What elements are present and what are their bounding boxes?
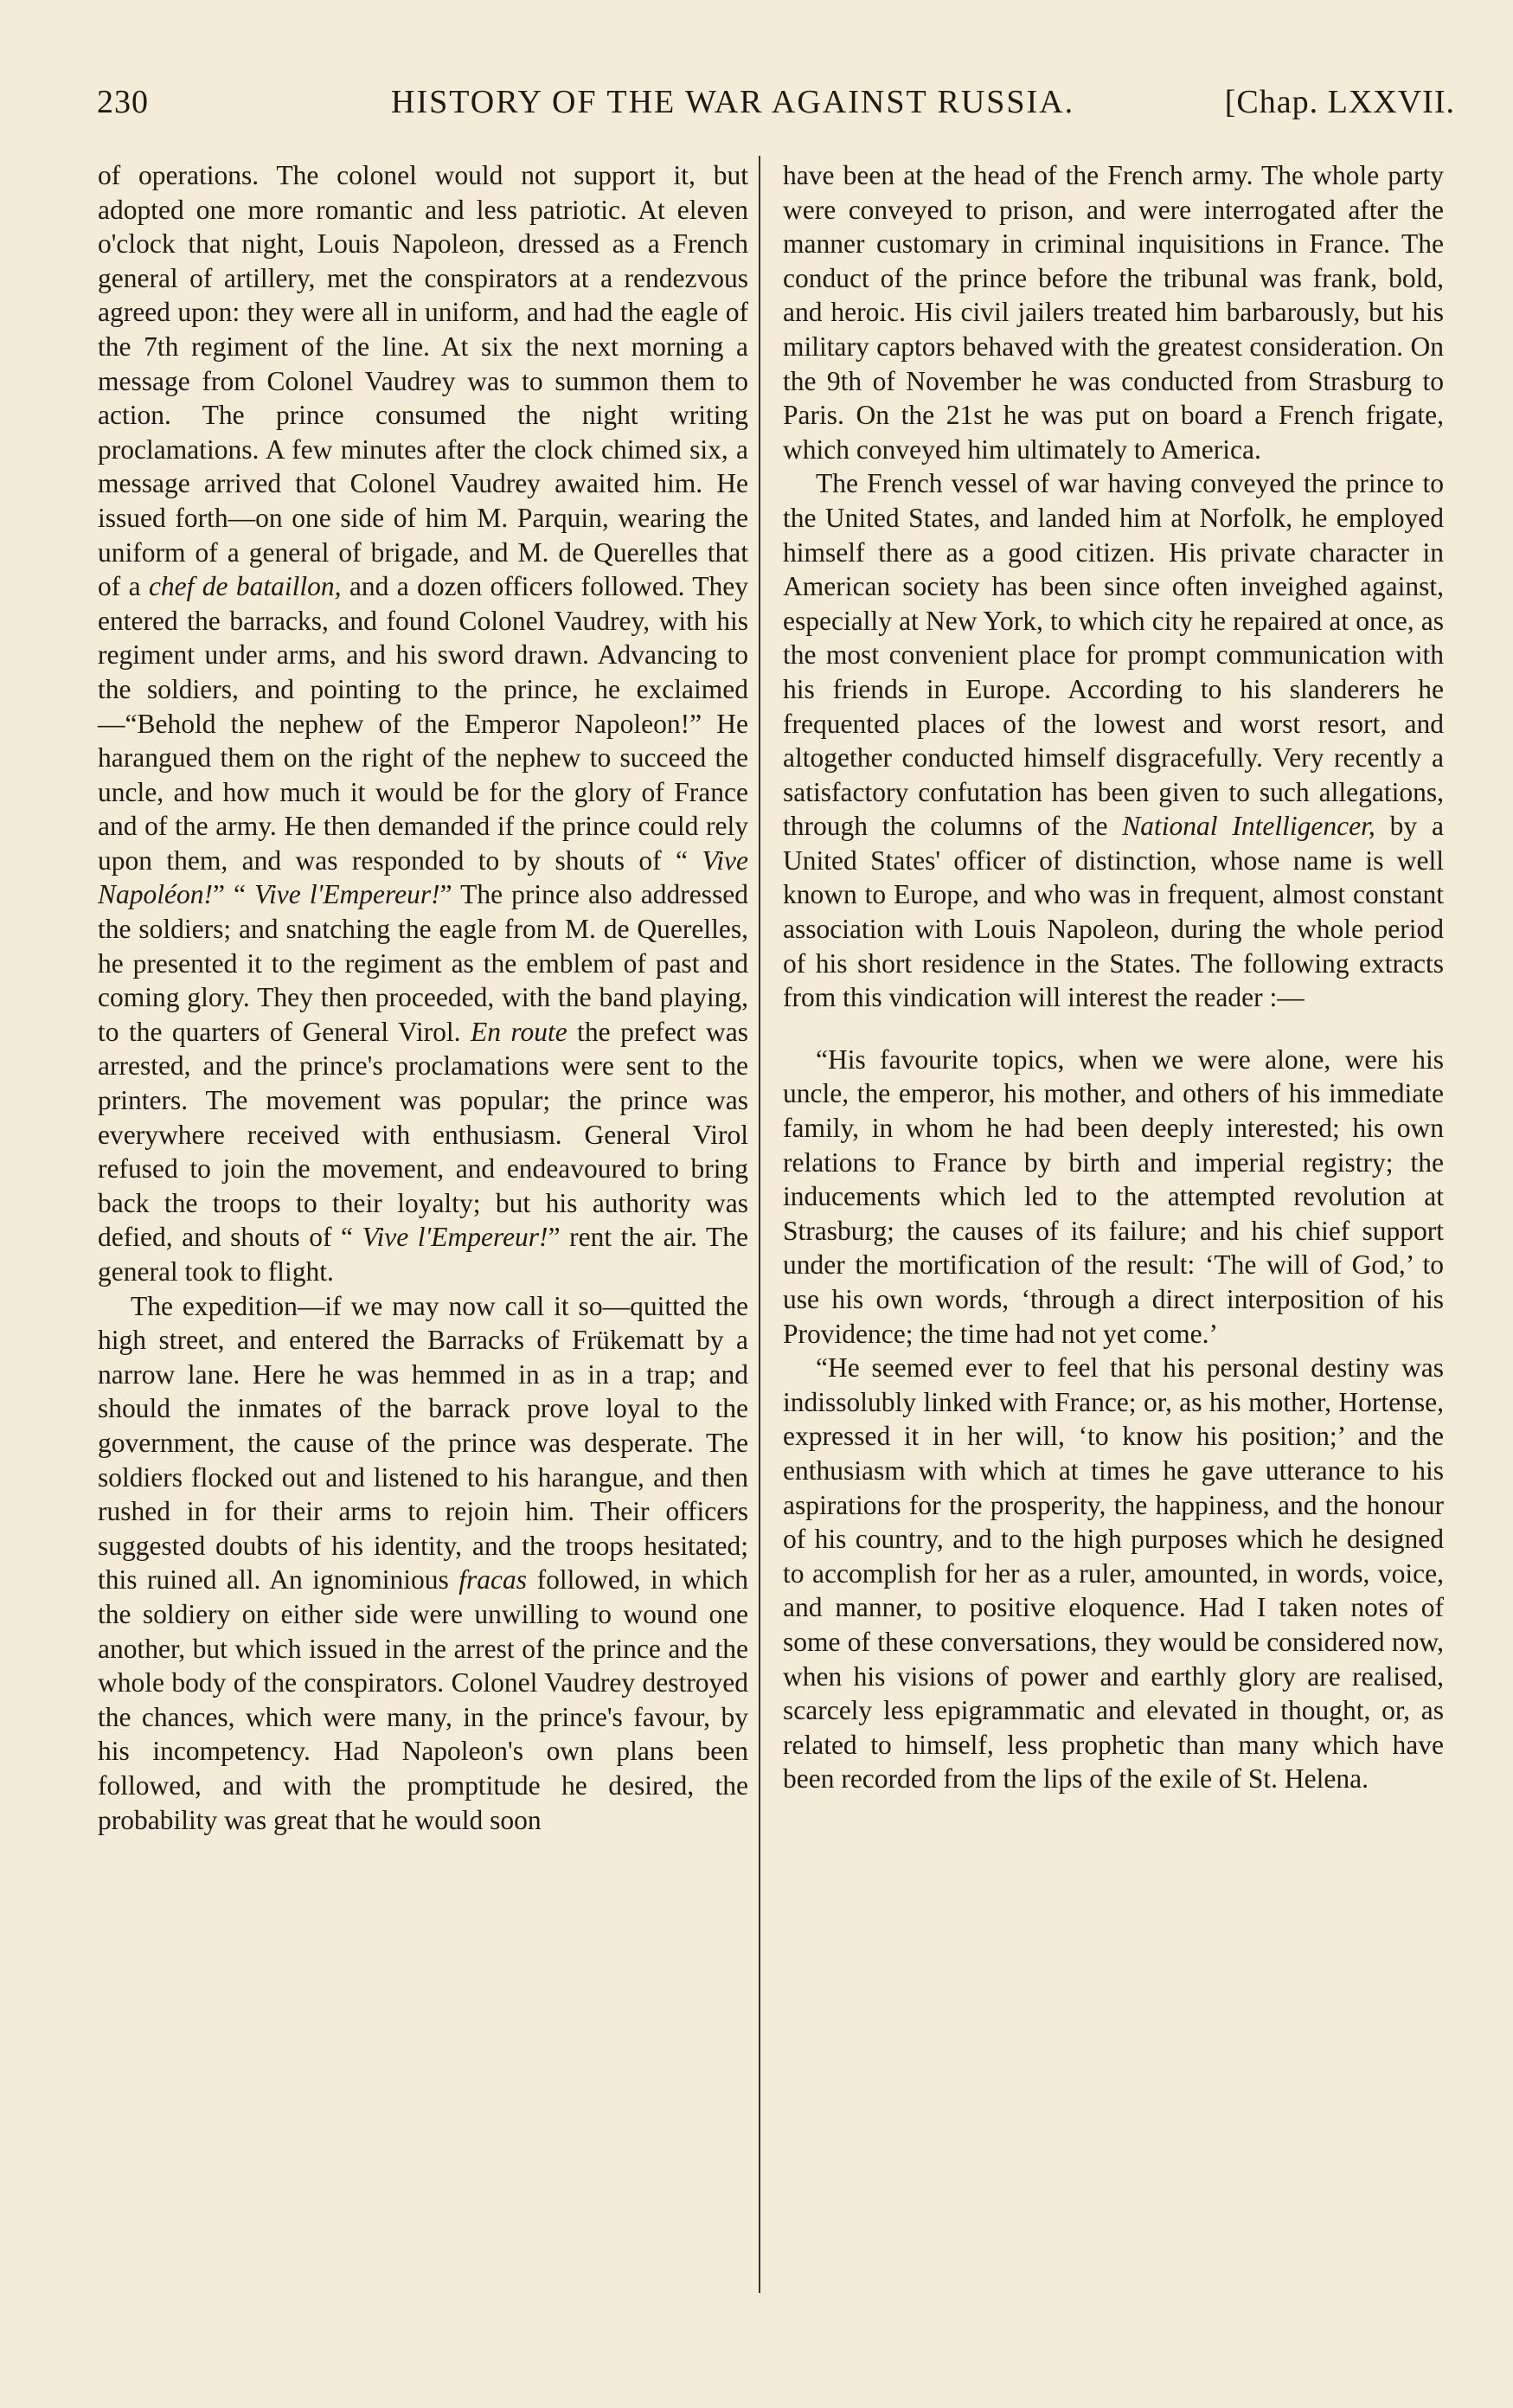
paragraph: have been at the head of the French army. The whole party were conveyed to prison, and were interrogated after the manner customary in criminal inquisitions in France. The conduct of the prince before the tribunal was frank, bold, and heroic. His civil jailers treated him barbarously, but his military captors behaved with the greatest consideration. On the 9th of November he was conducted from Strasburg to Paris. On the 21st he was put on board a French frigate, which conveyed him ultimately to America.	[783, 160, 1444, 465]
column-divider	[759, 156, 760, 2293]
right-column	[783, 158, 1444, 1796]
quoted-paragraph: “He seemed ever to feel that his personal destiny was indissolubly linked with France; or, as his mother, Hortense, expressed it in her will, ‘to know his position;’ and the enthusiasm with which at times he gave utterance to his aspirations for the prosperity, the happiness, and the honour of his country, and to the high purposes which he designed to accomplish for her as a ruler, amounted, in words, voice, and manner, to positive eloquence. Had I taken notes of some of these conversations, they would be considered now, when his visions of power and earthly glory are realised, scarcely less epigrammatic and elevated in thought, or, as related to himself, less prophetic than many which have been recorded from the lips of the exile of St. Helena.	[783, 1352, 1444, 1795]
paragraph: of operations. The colonel would not support it, but adopted one more romantic and less patriotic. At eleven o'clock that night, Louis Napoleon, dressed as a French general of artillery, met the conspirators at a rendezvous agreed upon: they were all in uniform, and had the eagle of the 7th regiment of the line. At six the next morning a message from Colonel Vaudrey was to summon them to action. The prince consumed the night writing proclamations. A few minutes after the clock chimed six, a message arrived that Colonel Vaudrey awaited him. He issued forth—on one side of him M. Parquin, wearing the uniform of a general of brigade, and M. de Querelles that of a chef de bataillon, and a dozen officers followed. They entered the barracks, and found Colonel Vaudrey, with his regiment under arms, and his sword drawn. Advancing to the soldiers, and pointing to the prince, he exclaimed—“Behold the nephew of the Emperor Napoleon!” He harangued them on the right of the nephew to succeed the uncle, and how much it would be for the glory of France and of the army. He then demanded if the prince could rely upon them, and was responded to by shouts of “ Vive Napoléon!” “ Vive l'Empereur!” The prince also addressed the soldiers; and snatching the eagle from M. de Querelles, he presented it to the regiment as the emblem of past and coming glory. They then proceeded, with the band playing, to the quarters of General Virol. En route the prefect was arrested, and the prince's proclamations were sent to the printers. The movement was popular; the prince was everywhere received with enthusiasm. General Virol refused to join the movement, and endeavoured to bring back the troops to their loyalty; but his authority was defied, and shouts of “ Vive l'Empereur!” rent the air. The general took to flight.	[98, 160, 748, 1287]
page-header	[97, 83, 1455, 132]
chapter-label: [Chap. LXXVII.	[1224, 84, 1455, 120]
running-title: HISTORY OF THE WAR AGAINST RUSSIA.	[391, 84, 1075, 120]
quoted-paragraph: “His favourite topics, when we were alone, were his uncle, the emperor, his mother, and others of his immediate family, in whom he had been deeply interested; his own relations to France by birth and imperial registry; the inducements which led to the attempted revolution at Strasburg; the causes of its failure; and his chief support under the mortification of the result: ‘The will of God,’ to use his own words, ‘through a direct interposition of his Providence; the time had not yet come.’	[783, 1043, 1444, 1349]
page-number: 230	[97, 84, 149, 120]
paragraph: The French vessel of war having conveyed the prince to the United States, and landed him at Norfolk, he employed himself there as a good citizen. His private character in American society has been since often inveighed against, especially at New York, to which city he repaired at once, as the most convenient place for prompt communication with his friends in Europe. According to his slanderers he frequented places of the lowest and worst resort, and altogether conducted himself disgracefully. Very recently a satisfactory confutation has been given to such allegations, through the columns of the National Intelligencer, by a United States' officer of distinction, whose name is well known to Europe, and who was in frequent, almost constant association with Louis Napoleon, during the whole period of his short residence in the States. The following extracts from this vindication will interest the reader :—	[783, 468, 1444, 1013]
left-column	[98, 158, 748, 1837]
paragraph: The expedition—if we may now call it so—quitted the high street, and entered the Barracks of Frükematt by a narrow lane. Here he was hemmed in as in a trap; and should the inmates of the barrack prove loyal to the government, the cause of the prince was desperate. The soldiers flocked out and listened to his harangue, and then rushed in for their arms to rejoin him. Their officers suggested doubts of his identity, and the troops hesitated; this ruined all. An ignominious fracas followed, in which the soldiery on either side were unwilling to wound one another, but which issued in the arrest of the prince and the whole body of the conspirators. Colonel Vaudrey destroyed the chances, which were many, in the prince's favour, by his incompetency. Had Napoleon's own plans been followed, and with the promptitude he desired, the probability was great that he would soon	[98, 1290, 748, 1835]
